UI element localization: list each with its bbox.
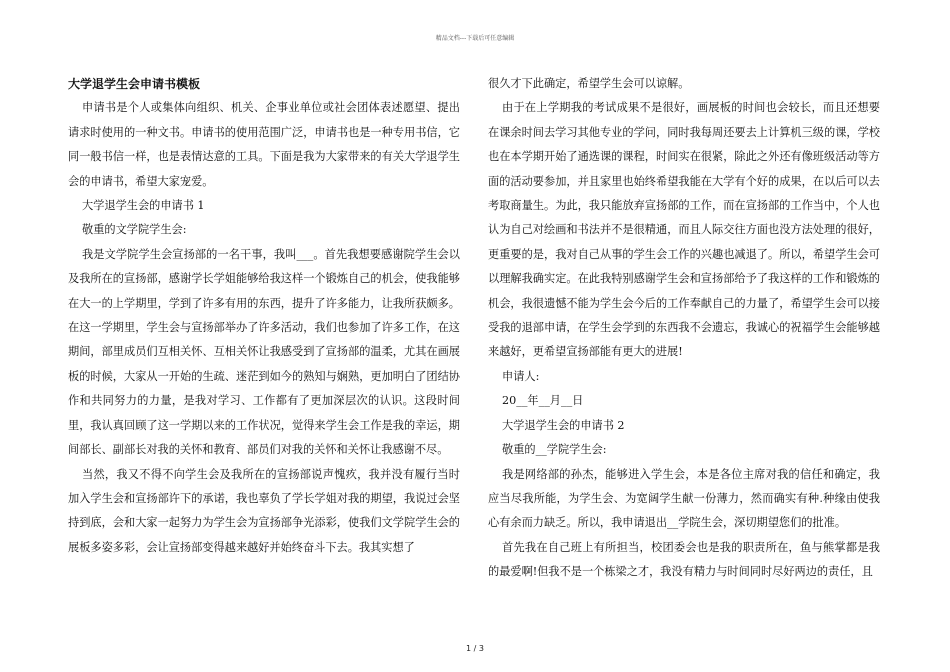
letter2-heading: 大学退学生会的申请书 2 bbox=[502, 418, 625, 432]
intro-paragraph: 申请书是个人或集体向组织、机关、企事业单位或社会团体表述愿望、提出请求时使用的一种文书。申请书的使用范围广泛，申请书也是一种专用书信，它同一般书信一样，也是表情达意的工具。下面是我为大家带来的有关大学退学生会的申请书，希望大家宠爱。 bbox=[68, 101, 460, 188]
letter1-heading: 大学退学生会的申请书 1 bbox=[82, 199, 205, 213]
page-header: 精品文档---下载后可任意编辑 bbox=[435, 35, 515, 42]
left-column bbox=[68, 72, 460, 560]
letter1-paragraph-3: 由于在上学期我的考试成果不是很好，画展板的时间也会较长，而且还想要在课余时间去学习其他专业的学问，同时我每周还要去上计算机三级的课，学校也在本学期开始了通选课的课程，时间实在很紧，除此之外还有像班级活动等方面的活动要参加，并且家里也始终希望我能在大学有个好的成果，在以后可以去考取商量生。为此，我只能放弃宣扬部的工作，而在宣扬部的工作当中，个人也认为自己对绘画和书法并不是很精通，而且人际交往方面也没方法处理的很好，更重要的是，我对自己从事的学生会工作的兴趣也减退了。所以，希望学生会可以理解我确实定。在此我特别感谢学生会和宣扬部给予了我这样的工作和锻炼的机会，我很遗憾不能为学生会今后的工作奉献自己的力量了，希望学生会可以接受我的退部申请，在学生会学到的东西我不会遗忘，我诚心的祝福学生会能够越来越好，更希望宣扬部能有更大的进展! bbox=[488, 101, 880, 359]
letter1-paragraph-2-continued: 很久才下此确定，希望学生会可以谅解。 bbox=[488, 77, 690, 90]
letter1-paragraph-2: 当然，我又不得不向学生会及我所在的宣扬部说声愧疚，我并没有履行当时加入学生会和宣扬部许下的承诺，我也辜负了学长学姐对我的期望，我说过会坚持到底，会和大家一起努力为学生会为宣扬部争光添彩，使我们文学院学生会的展板多姿多彩，会让宣扬部变得越来越好并始终奋斗下去。我其实想了 bbox=[68, 467, 460, 554]
right-column bbox=[488, 72, 880, 585]
applicant-label: 申请人: bbox=[502, 369, 540, 383]
letter1-paragraph-1: 我是文学院学生会宣扬部的一名干事，我叫___。首先我想要感谢院学生会以及我所在的宣扬部，感谢学长学姐能够给我这样一个锻炼自己的机会，使我能够在大一的上学期里，学到了许多有用的东西，提升了许多能力，让我所获颇多。在这一学期里，学生会与宣扬部举办了许多活动，我们也参加了许多工作，在这期间，部里成员们互相关怀、互相关怀让我感受到了宣扬部的温柔，尤其在画展板的时候，大家从一开始的生疏、迷茫到如今的熟知与娴熟，更加明白了团结协作和共同努力的力量，是我对学习、工作都有了更加深层次的认识。这段时间里，我认真回顾了这一学期以来的工作状况，觉得来学生会工作是我的幸运，期间部长、副部长对我的关怀和教育、部员们对我的关怀和关怀让我感谢不尽。 bbox=[68, 247, 460, 457]
letter2-paragraph-1: 我是网络部的孙杰，能够进入学生会，本是各位主席对我的信任和确定，我应当尽我所能，为学生会、为宽阔学生献一份薄力，然而确实有种.种缘由使我心有余而力缺乏。所以，我申请退出__学院生会，深切期望您们的批准。 bbox=[488, 467, 880, 530]
letter1-salutation: 敬重的文学院学生会: bbox=[82, 223, 187, 237]
page-indicator: 1 / 3 bbox=[466, 644, 484, 653]
letter2-paragraph-2: 首先我在自己班上有所担当，校团委会也是我的职责所在，鱼与熊掌都是我的最爱啊!但我不是一个栋梁之才，我没有精力与时间同时尽好两边的责任，且 bbox=[488, 540, 880, 579]
letter2-salutation: 敬重的__学院学生会: bbox=[502, 443, 607, 457]
document-title: 大学退学生会申请书模板 bbox=[68, 77, 201, 91]
date-line: 20__年__月__日 bbox=[502, 394, 584, 408]
